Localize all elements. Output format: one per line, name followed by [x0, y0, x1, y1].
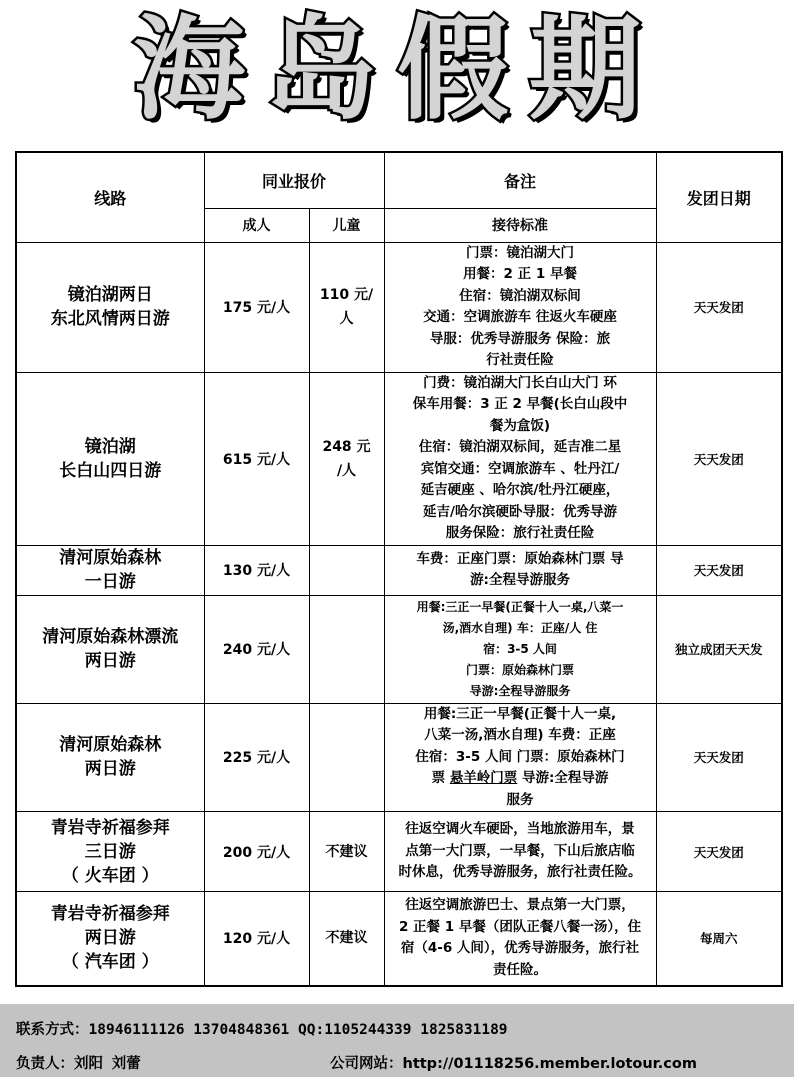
adult-price: 120 元/人 [204, 892, 309, 986]
child-price-line: 不建议 [325, 843, 368, 860]
notes-line: 汤,酒水自理) 车：正座/人 住 [442, 620, 598, 635]
notes-line: 住宿：镜泊湖双标间 [459, 287, 581, 304]
header-child: 儿童 [309, 208, 384, 242]
child-price-line: 人 [339, 311, 354, 327]
route-name [16, 892, 204, 986]
route-name-line: 清河原始森林漂流 [42, 627, 179, 647]
header-route: 线路 [16, 152, 204, 242]
route-name-line: （ 火车团 ） [61, 865, 159, 886]
header-standard: 接待标准 [384, 208, 656, 242]
route-row [16, 545, 782, 595]
departure-date: 独立成团天天发 [656, 595, 782, 703]
notes-line: 八菜一汤,酒水自理) 车费：正座 [424, 727, 616, 743]
notes-line: 2 正餐 1 早餐（团队正餐八餐一汤），住 [398, 918, 642, 935]
child-price [309, 545, 384, 595]
route-name-line: 两日游 [84, 928, 136, 949]
child-price [309, 812, 384, 892]
notes-line: 往返空调火车硬卧，当地旅游用车，景 [405, 821, 635, 838]
notes-line: 门票：原始森林门票 [466, 662, 575, 677]
contact-line: 联系方式：18946111126 13704848361 QQ:1105244339 1825831189 [16, 1022, 508, 1038]
routes-table [15, 151, 783, 987]
route-name-line: 东北风情两日游 [50, 309, 170, 329]
manager-line: 负责人：刘阳 刘蕾 [16, 1056, 141, 1072]
route-name-line: 清河原始森林 [59, 548, 162, 568]
notes-line: 住宿：3-5 人间 门票：原始森林门 [415, 748, 625, 765]
notes-line: 用餐：2 正 1 早餐 [463, 266, 577, 282]
notes [384, 892, 656, 986]
child-price [309, 372, 384, 545]
notes [384, 545, 656, 595]
route-name-line: 镜泊湖 [84, 436, 136, 457]
notes-line: 门票：镜泊湖大门 [466, 244, 575, 261]
notes [384, 242, 656, 372]
notes-line: 保车用餐：3 正 2 早餐(长白山段中 [412, 396, 628, 412]
notes-line: 宾馆交通：空调旅游车 、牡丹江/ [420, 460, 620, 477]
notes-line: 门费：镜泊湖大门长白山大门 环 [423, 374, 617, 391]
route-row [16, 892, 782, 986]
route-name [16, 812, 204, 892]
route-name [16, 242, 204, 372]
header-notes: 备注 [384, 152, 656, 208]
departure-date: 天天发团 [656, 242, 782, 372]
notes [384, 372, 656, 545]
notes [384, 703, 656, 812]
notes-line: 住宿：镜泊湖双标间，延吉准二星 [418, 439, 622, 455]
route-row [16, 242, 782, 372]
notes-line: 用餐:三正一早餐(正餐十人一桌,八菜一 [416, 599, 624, 614]
route-name-line: 两日游 [84, 651, 136, 671]
child-price [309, 595, 384, 703]
adult-price: 615 元/人 [204, 372, 309, 545]
child-price-line: /人 [336, 462, 357, 479]
notes-line: 宿（4-6 人间），优秀导游服务，旅行社 [400, 940, 640, 957]
route-name-line: 清河原始森林 [59, 735, 162, 756]
route-name-line: 长白山四日游 [59, 460, 162, 481]
notes-line: 游:全程导游服务 [470, 572, 570, 588]
child-price-line: 248 元 [322, 438, 371, 455]
route-row [16, 812, 782, 892]
notes-line: 导服：优秀导游服务 保险：旅 [429, 330, 611, 347]
route-name [16, 703, 204, 812]
page-title [0, 0, 794, 140]
adult-price: 175 元/人 [204, 242, 309, 372]
header-departure: 发团日期 [656, 152, 782, 242]
departure-date: 天天发团 [656, 372, 782, 545]
underlined-text: 悬羊岭门票 [449, 770, 518, 786]
route-row [16, 703, 782, 812]
route-name [16, 545, 204, 595]
adult-price: 200 元/人 [204, 812, 309, 892]
route-name [16, 595, 204, 703]
notes-line: 餐为盒饭) [489, 417, 551, 434]
route-name-line: 三日游 [84, 841, 136, 862]
route-name [16, 372, 204, 545]
departure-date: 每周六 [656, 892, 782, 986]
route-name-line: 两日游 [84, 759, 136, 780]
departure-date: 天天发团 [656, 703, 782, 812]
notes-line: 行社责任险 [486, 352, 554, 368]
website-line: 公司网站：http://01118256.member.lotour.com [330, 1056, 697, 1072]
adult-price: 240 元/人 [204, 595, 309, 703]
adult-price: 130 元/人 [204, 545, 309, 595]
notes-line: 票 悬羊岭门票 导游:全程导游 [431, 770, 609, 786]
route-name-line: 青岩寺祈福参拜 [50, 904, 170, 925]
title-text: 海岛假期 [133, 5, 661, 135]
route-name-line: （ 汽车团 ） [61, 952, 159, 973]
route-name-line: 镜泊湖两日 [67, 285, 153, 305]
notes-line: 延吉/哈尔滨硬卧导服：优秀导游 [423, 503, 617, 520]
route-row [16, 595, 782, 703]
notes-line: 服务 [506, 791, 534, 808]
header-adult: 成人 [204, 208, 309, 242]
notes-line: 导游:全程导游服务 [469, 683, 571, 698]
child-price [309, 242, 384, 372]
notes-line: 车费：正座门票：原始森林门票 导 [416, 550, 624, 567]
header-price: 同业报价 [204, 152, 384, 208]
notes-line: 用餐:三正一早餐(正餐十人一桌, [423, 705, 617, 722]
notes [384, 595, 656, 703]
notes [384, 812, 656, 892]
footer [0, 1004, 794, 1077]
child-price-line: 不建议 [325, 930, 368, 947]
child-price [309, 703, 384, 812]
route-name-line: 青岩寺祈福参拜 [50, 817, 170, 838]
notes-line: 宿：3-5 人间 [483, 641, 557, 656]
route-name-line: 一日游 [84, 572, 136, 592]
notes-line: 往返空调旅游巴士、景点第一大门票， [405, 897, 635, 914]
route-row [16, 372, 782, 545]
departure-date: 天天发团 [656, 812, 782, 892]
departure-date: 天天发团 [656, 545, 782, 595]
notes-line: 点第一大门票，一早餐，下山后旅店临 [405, 842, 635, 859]
notes-line: 责任险。 [493, 961, 548, 978]
child-price-line: 110 元/ [319, 287, 374, 303]
notes-line: 交通：空调旅游车 往返火车硬座 [423, 309, 617, 325]
notes-line: 延吉硬座 、哈尔滨/牡丹江硬座， [420, 482, 620, 498]
child-price [309, 892, 384, 986]
adult-price: 225 元/人 [204, 703, 309, 812]
notes-line: 时休息，优秀导游服务，旅行社责任险。 [398, 864, 642, 881]
notes-line: 服务保险：旅行社责任险 [445, 525, 595, 541]
